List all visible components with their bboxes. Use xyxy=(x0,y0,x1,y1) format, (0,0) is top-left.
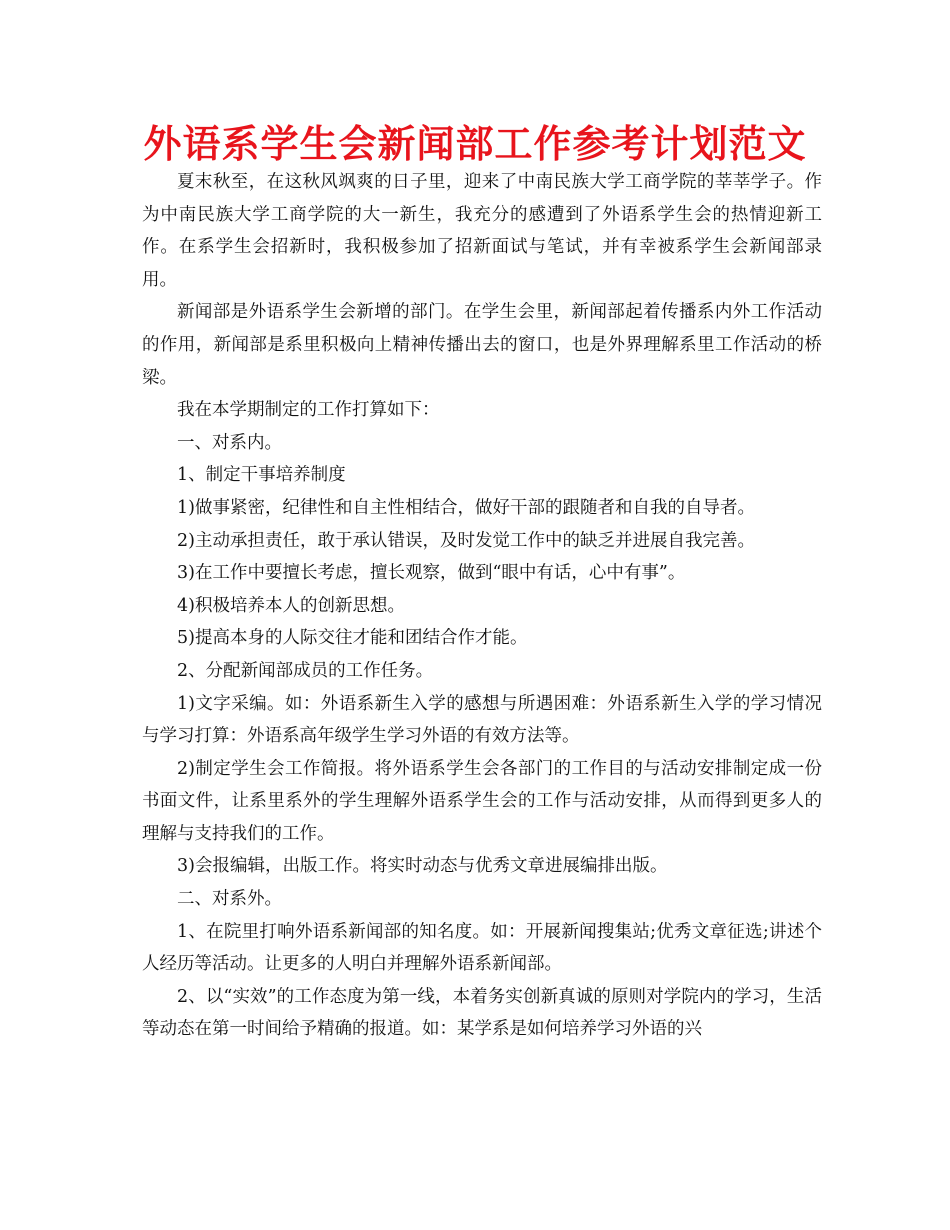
list-item: 2)主动承担责任，敢于承认错误，及时发觉工作中的缺乏并进展自我完善。 xyxy=(177,530,755,551)
list-item: 1)文字采编。如：外语系新生入学的感想与所遇困难：外语系新生入学的学习情况与学习打算：外语系高年级学生学习外语的有效方法等。 xyxy=(142,693,822,747)
paragraph: 夏末秋至，在这秋风飒爽的日子里，迎来了中南民族大学工商学院的莘莘学子。作为中南民族大学工商学院的大一新生，我充分的感遭到了外语系学生会的热情迎新工作。在系学生会招新时，我积极参加了招新面试与笔试，并有幸被系学生会新闻部录用。 xyxy=(142,172,822,290)
paragraph: 新闻部是外语系学生会新增的部门。在学生会里，新闻部起着传播系内外工作活动的作用，新闻部是系里积极向上精神传播出去的窗口，也是外界理解系里工作活动的桥梁。 xyxy=(142,302,822,388)
section-heading: 二、对系外。 xyxy=(177,889,282,910)
list-item: 2)制定学生会工作简报。将外语系学生会各部门的工作目的与活动安排制定成一份书面文件，让系里系外的学生理解外语系学生会的工作与活动安排，从而得到更多人的理解与支持我们的工作。 xyxy=(142,758,822,844)
subsection-heading: 2、分配新闻部成员的工作任务。 xyxy=(177,660,434,681)
paragraph: 我在本学期制定的工作打算如下： xyxy=(177,400,440,421)
subsection-heading: 1、制定干事培养制度 xyxy=(177,465,346,486)
section-heading: 一、对系内。 xyxy=(177,432,282,453)
document-title: 外语系学生会新闻部工作参考计划范文 xyxy=(143,122,807,166)
paragraph: 1、在院里打响外语系新闻部的知名度。如：开展新闻搜集站;优秀文章征选;讲述个人经历等活动。让更多的人明白并理解外语系新闻部。 xyxy=(142,921,822,975)
document-body xyxy=(142,166,822,1046)
list-item: 3)在工作中要擅长考虑，擅长观察，做到“眼中有话，心中有事”。 xyxy=(177,563,686,584)
list-item: 5)提高本身的人际交往才能和团结合作才能。 xyxy=(177,628,528,649)
paragraph: 2、以“实效”的工作态度为第一线，本着务实创新真诚的原则对学院内的学习，生活等动态在第一时间给予精确的报道。如：某学系是如何培养学习外语的兴 xyxy=(142,986,822,1040)
list-item: 4)积极培养本人的创新思想。 xyxy=(177,595,405,616)
list-item: 3)会报编辑，出版工作。将实时动态与优秀文章进展编排出版。 xyxy=(177,856,668,877)
list-item: 1)做事紧密，纪律性和自主性相结合，做好干部的跟随者和自我的自导者。 xyxy=(177,497,755,518)
